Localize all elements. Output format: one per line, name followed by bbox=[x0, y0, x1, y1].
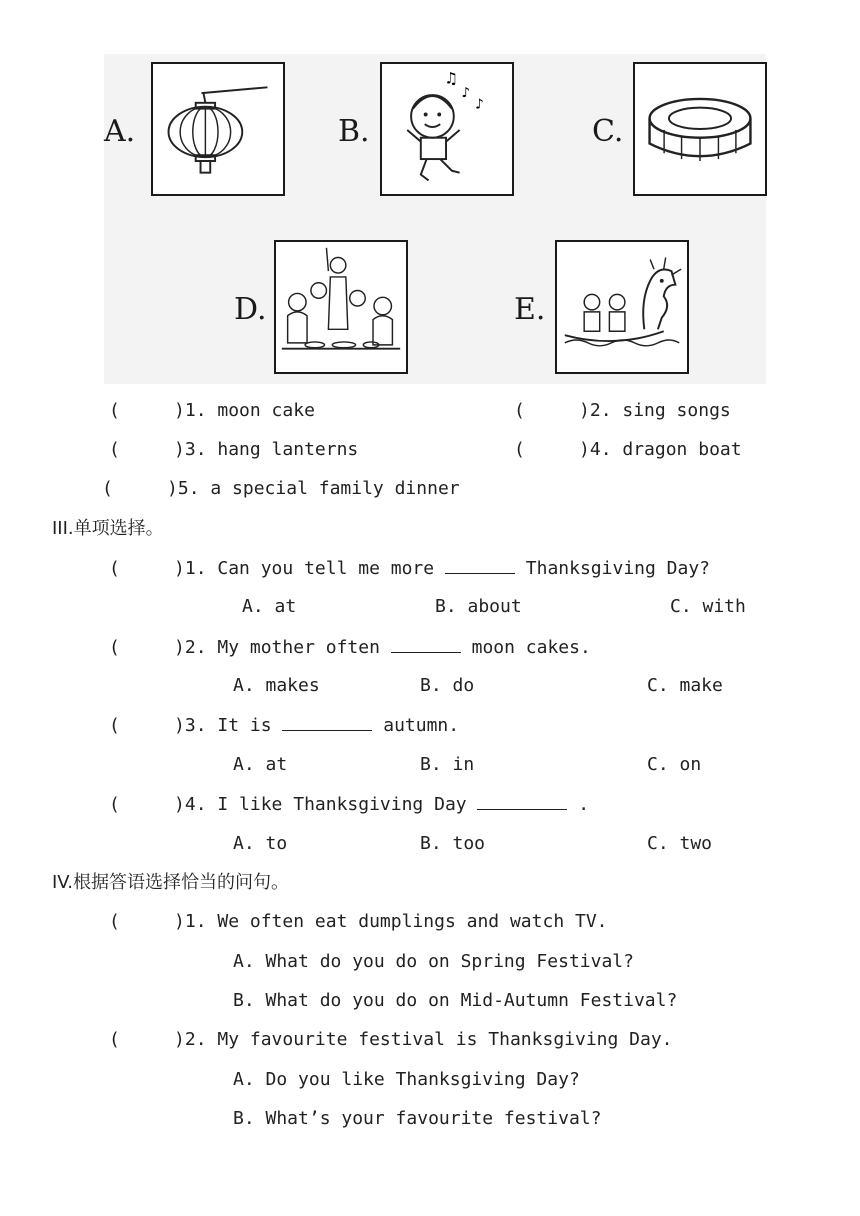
family-dinner-icon bbox=[274, 240, 408, 374]
question-text: 4. I like Thanksgiving Day bbox=[184, 794, 478, 815]
option-a[interactable]: A. makes bbox=[233, 675, 320, 696]
question-iii-1 bbox=[109, 557, 710, 580]
question-text: 2. My favourite festival is Thanksgiving Day. bbox=[184, 1029, 673, 1050]
option-c[interactable]: C. with bbox=[670, 596, 746, 617]
section-heading-iii: III.单项选择。 bbox=[52, 518, 164, 539]
answer-paren[interactable]: ( ) bbox=[514, 439, 590, 460]
option-b[interactable]: B. too bbox=[420, 833, 486, 854]
matching-item-text: 2. sing songs bbox=[589, 400, 731, 421]
fill-blank[interactable] bbox=[391, 636, 461, 653]
answer-paren[interactable]: ( ) bbox=[109, 715, 185, 736]
option-c[interactable]: C. make bbox=[647, 675, 723, 696]
option-a[interactable]: A. at bbox=[242, 596, 297, 617]
question-iv-1 bbox=[109, 911, 608, 933]
answer-paren[interactable]: ( ) bbox=[109, 439, 185, 460]
question-text: autumn. bbox=[372, 715, 460, 736]
question-text: 3. It is bbox=[184, 715, 283, 736]
matching-item-4 bbox=[514, 439, 742, 461]
fill-blank[interactable] bbox=[445, 557, 515, 574]
question-text: . bbox=[567, 794, 590, 815]
answer-paren[interactable]: ( ) bbox=[109, 637, 185, 658]
question-text: 1. We often eat dumplings and watch TV. bbox=[184, 911, 608, 932]
option-b[interactable]: B. about bbox=[435, 596, 522, 617]
option-b[interactable]: B. What’s your favourite festival? bbox=[233, 1108, 602, 1129]
answer-paren[interactable]: ( ) bbox=[514, 400, 590, 421]
option-c[interactable]: C. two bbox=[647, 833, 713, 854]
matching-item-text: 3. hang lanterns bbox=[184, 439, 359, 460]
answer-paren[interactable]: ( ) bbox=[109, 794, 185, 815]
matching-item-2 bbox=[514, 400, 731, 422]
picture-label-c: C. bbox=[592, 114, 624, 149]
singing-child-icon bbox=[380, 62, 514, 196]
option-a[interactable]: A. Do you like Thanksgiving Day? bbox=[233, 1069, 580, 1090]
question-text: 1. Can you tell me more bbox=[184, 558, 445, 579]
answer-paren[interactable]: ( ) bbox=[109, 400, 185, 421]
matching-item-text: 4. dragon boat bbox=[589, 439, 742, 460]
svg-text:♪: ♪ bbox=[475, 96, 484, 113]
moon-cake-icon bbox=[633, 62, 767, 196]
dragon-boat-icon bbox=[555, 240, 689, 374]
matching-item-3 bbox=[109, 439, 358, 461]
option-b[interactable]: B. in bbox=[420, 754, 475, 775]
picture-label-d: D. bbox=[234, 292, 267, 327]
matching-item-text: 5. a special family dinner bbox=[177, 478, 460, 499]
svg-text:♫: ♫ bbox=[444, 69, 459, 88]
question-text: Thanksgiving Day? bbox=[514, 558, 711, 579]
answer-paren[interactable]: ( ) bbox=[109, 1029, 185, 1050]
answer-paren[interactable]: ( ) bbox=[102, 478, 178, 499]
picture-label-a: A. bbox=[104, 114, 136, 149]
question-iii-3 bbox=[109, 714, 459, 737]
question-iv-2 bbox=[109, 1029, 673, 1051]
matching-item-1 bbox=[109, 400, 315, 422]
answer-paren[interactable]: ( ) bbox=[109, 911, 185, 932]
question-iii-4 bbox=[109, 793, 589, 816]
lantern-icon bbox=[151, 62, 285, 196]
fill-blank[interactable] bbox=[477, 793, 567, 810]
section-heading-iv: IV.根据答语选择恰当的问句。 bbox=[52, 872, 290, 893]
option-c[interactable]: C. on bbox=[647, 754, 702, 775]
picture-label-b: B. bbox=[338, 114, 370, 149]
question-text: moon cakes. bbox=[460, 637, 591, 658]
question-iii-2 bbox=[109, 636, 591, 659]
matching-item-text: 1. moon cake bbox=[184, 400, 315, 421]
option-b[interactable]: B. What do you do on Mid-Autumn Festival? bbox=[233, 990, 678, 1011]
option-a[interactable]: A. What do you do on Spring Festival? bbox=[233, 951, 634, 972]
fill-blank[interactable] bbox=[282, 714, 372, 731]
option-a[interactable]: A. at bbox=[233, 754, 288, 775]
svg-text:♪: ♪ bbox=[461, 84, 471, 101]
question-text: 2. My mother often bbox=[184, 637, 391, 658]
option-a[interactable]: A. to bbox=[233, 833, 288, 854]
option-b[interactable]: B. do bbox=[420, 675, 475, 696]
picture-label-e: E. bbox=[514, 292, 546, 327]
matching-item-5 bbox=[102, 478, 460, 500]
answer-paren[interactable]: ( ) bbox=[109, 558, 185, 579]
